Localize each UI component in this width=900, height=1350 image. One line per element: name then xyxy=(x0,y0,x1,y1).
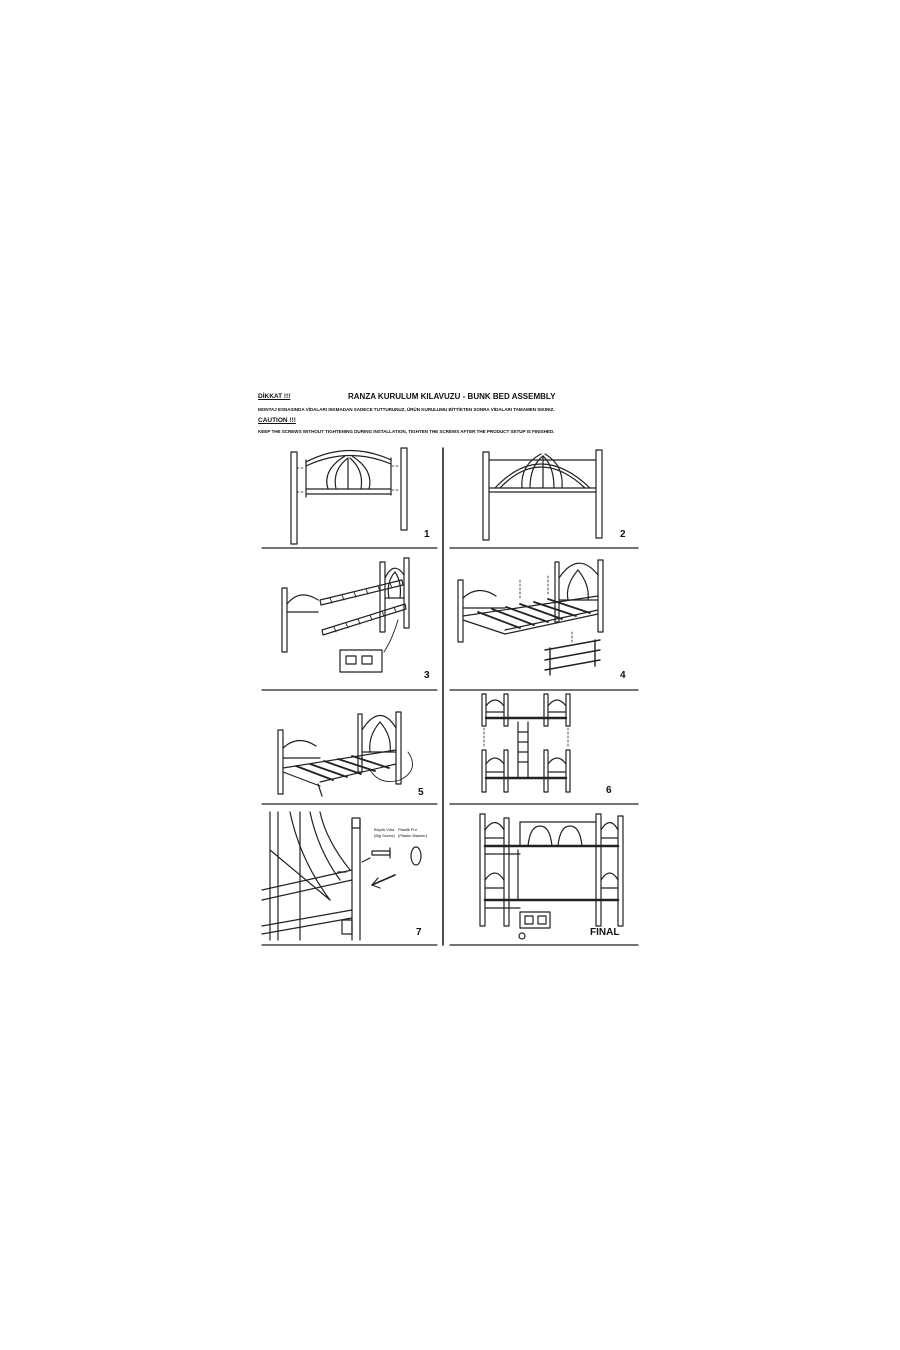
step-7-label: 7 xyxy=(416,927,422,938)
step-1-diagram xyxy=(291,448,407,544)
final-label: FINAL xyxy=(590,927,620,938)
step-6-diagram xyxy=(482,694,570,792)
step-2-label: 2 xyxy=(620,529,626,540)
big-screw-label-en: (Big Screw) xyxy=(374,833,395,838)
step-5-label: 5 xyxy=(418,787,424,798)
step-4-diagram xyxy=(458,560,603,675)
step-4-label: 4 xyxy=(620,670,626,681)
step-3-label: 3 xyxy=(424,670,430,681)
step-5-diagram xyxy=(278,712,413,796)
plastic-washer-label-tr: Plastik Pul xyxy=(398,827,417,832)
final-diagram xyxy=(480,814,623,939)
document-title: RANZA KURULUM KILAVUZU - BUNK BED ASSEMBLY xyxy=(348,392,556,401)
big-screw-label-tr: Büyük Vida xyxy=(374,827,395,832)
instruction-text-en: KEEP THE SCREWS WITHOUT TIGHTENING DURING INSTALLATION, TIGHTEN THE SCREWS AFTER THE PRODUCT SETUP IS FINISHED. xyxy=(258,429,555,434)
step-3-diagram xyxy=(282,558,409,672)
warning-heading-en: CAUTION !!! xyxy=(258,417,296,424)
instruction-text-tr: MONTAJ ESNASINDA VİDALARI SIKMADAN SADECE TUTTURUNUZ, ÜRÜN KURULUMU BİTTİKTEN SONRA VİDALARI TAMAMEN SIKINIZ. xyxy=(258,407,555,412)
step-6-label: 6 xyxy=(606,785,612,796)
step-1-label: 1 xyxy=(424,529,430,540)
warning-heading-tr: DİKKAT !!! xyxy=(258,393,291,400)
plastic-washer-label-en: (Plastic Washer) xyxy=(398,833,428,838)
panel-grid-lines xyxy=(262,448,638,945)
step-2-diagram xyxy=(483,450,602,540)
